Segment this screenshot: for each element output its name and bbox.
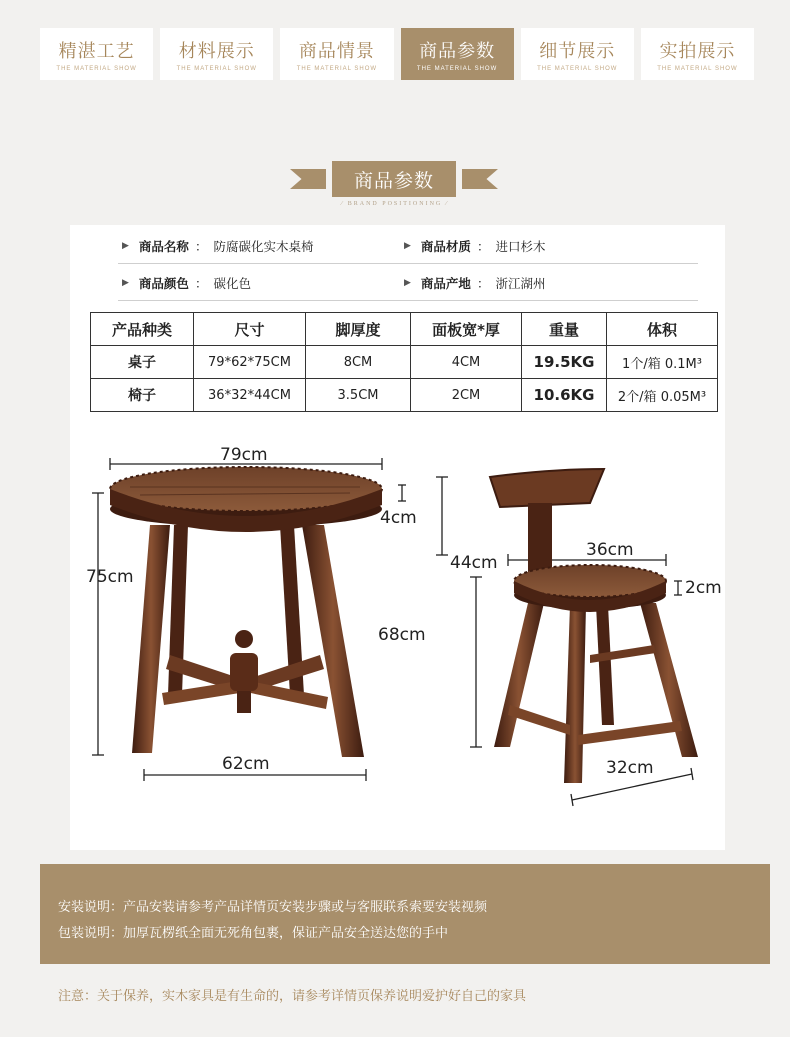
ribbon-right-icon (462, 169, 498, 189)
bullet-triangle-icon: ▶ (404, 241, 411, 251)
dim-chair-base: 32cm (606, 758, 654, 778)
furniture-illustration (70, 225, 725, 850)
tab-scene[interactable]: 商品情景 THE MATERIAL SHOW (280, 28, 393, 80)
maintenance-note: 注意：关于保养，实木家具是有生命的，请参考详情页保养说明爱护好自己的家具 (58, 989, 527, 1004)
round-table (110, 467, 382, 757)
info-origin: ▶ 商品产地 ： 浙江湖州 (404, 276, 546, 291)
ribbon-left-icon (290, 169, 326, 189)
table-cell: 1个/箱 0.1M³ (607, 346, 718, 379)
bullet-triangle-icon: ▶ (122, 241, 129, 251)
table-cell: 3.5CM (306, 379, 411, 412)
install-note: 安装说明：产品安装请参考产品详情页安装步骤或与客服联系索要安装视频 (58, 900, 488, 915)
package-note: 包装说明：加厚瓦楞纸全面无死角包裹，保证产品安全送达您的手中 (58, 926, 449, 941)
section-title: 商品参数 (332, 161, 456, 197)
table-header-cell: 面板宽*厚 (411, 313, 522, 346)
table-cell: 19.5KG (522, 346, 607, 379)
info-band (40, 864, 770, 964)
table-header-cell: 尺寸 (194, 313, 306, 346)
table-header-cell: 产品种类 (91, 313, 194, 346)
info-material: ▶ 商品材质 ： 进口杉木 (404, 239, 546, 254)
bullet-triangle-icon: ▶ (122, 278, 129, 288)
top-tabs (40, 28, 754, 80)
dim-chair-width: 36cm (586, 540, 634, 560)
dim-table-height: 75cm (86, 567, 134, 587)
wooden-chair (490, 469, 698, 783)
table-cell: 椅子 (91, 379, 194, 412)
table-cell: 4CM (411, 346, 522, 379)
table-header-cell: 体积 (607, 313, 718, 346)
tab-craft[interactable]: 精湛工艺 THE MATERIAL SHOW (40, 28, 153, 80)
table-cell: 79*62*75CM (194, 346, 306, 379)
info-color: ▶ 商品颜色 ： 碳化色 (122, 276, 251, 291)
dim-table-top: 4cm (380, 508, 417, 528)
table-cell: 8CM (306, 346, 411, 379)
dim-table-width: 79cm (220, 445, 268, 465)
section-header (290, 161, 498, 197)
table-cell: 2CM (411, 379, 522, 412)
tab-material[interactable]: 材料展示 THE MATERIAL SHOW (160, 28, 273, 80)
table-cell: 桌子 (91, 346, 194, 379)
spec-card (70, 225, 725, 850)
tab-photos[interactable]: 实拍展示 THE MATERIAL SHOW (641, 28, 754, 80)
table-cell: 2个/箱 0.05M³ (607, 379, 718, 412)
dim-chair-height: 68cm (378, 625, 426, 645)
tab-detail[interactable]: 细节展示 THE MATERIAL SHOW (521, 28, 634, 80)
section-subtitle: ⁄ BRAND POSITIONING ⁄ (341, 201, 449, 207)
dim-table-base: 62cm (222, 754, 270, 774)
table-cell: 10.6KG (522, 379, 607, 412)
dim-chair-seat: 2cm (685, 578, 722, 598)
info-name: ▶ 商品名称 ： 防腐碳化实木桌椅 (122, 239, 314, 254)
table-header-cell: 重量 (522, 313, 607, 346)
bullet-triangle-icon: ▶ (404, 278, 411, 288)
tab-params[interactable]: 商品参数 THE MATERIAL SHOW (401, 28, 514, 80)
table-cell: 36*32*44CM (194, 379, 306, 412)
dim-chair-back: 44cm (450, 553, 498, 573)
table-header-cell: 脚厚度 (306, 313, 411, 346)
